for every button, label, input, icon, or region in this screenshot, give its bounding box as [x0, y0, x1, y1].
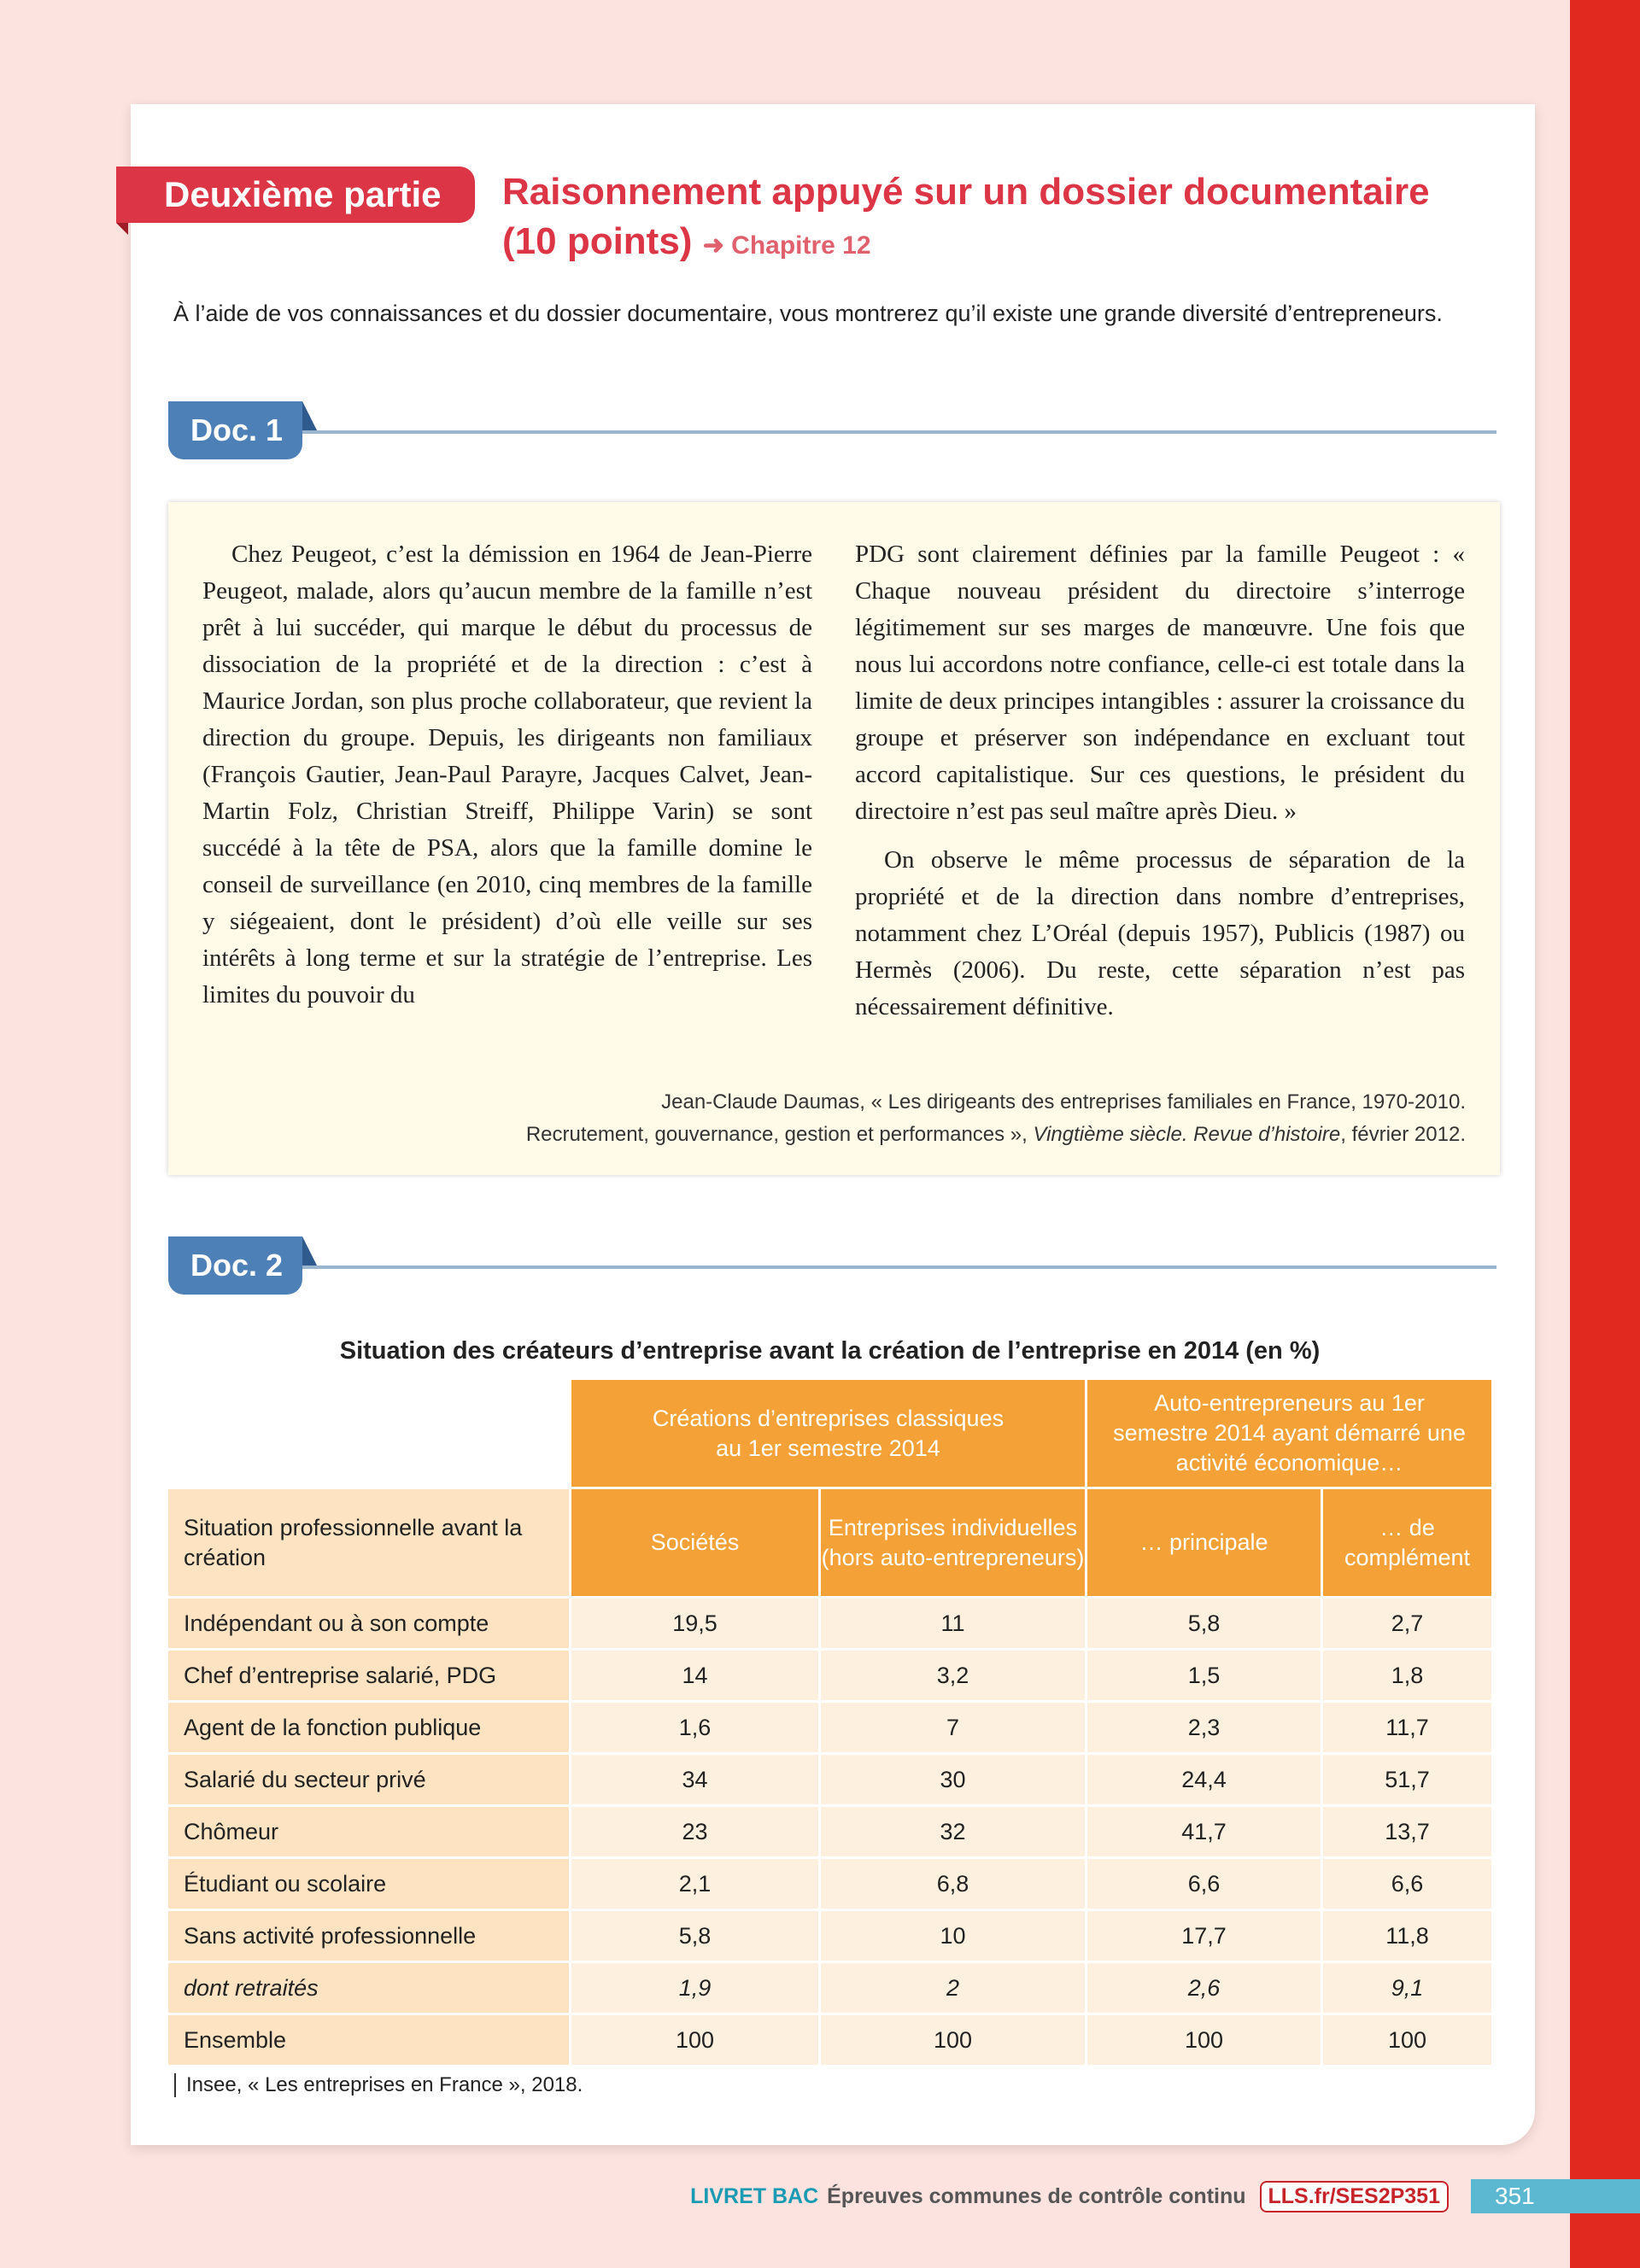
cell: 6,6	[1323, 1859, 1491, 1911]
table-row	[168, 1599, 1491, 1651]
cell: 34	[571, 1755, 818, 1807]
row-label: Étudiant ou scolaire	[168, 1859, 569, 1911]
table-row	[168, 1807, 1491, 1859]
epreuves-label: Épreuves communes de contrôle continu	[827, 2183, 1246, 2208]
cell: 23	[571, 1807, 818, 1859]
cell: 32	[821, 1807, 1085, 1859]
doc1-label: Doc. 1	[168, 401, 302, 459]
source-date: , février 2012.	[1340, 1123, 1466, 1146]
part-badge: Deuxième partie	[116, 167, 475, 223]
page-title	[502, 167, 1527, 271]
col-header: Sociétés	[571, 1489, 818, 1599]
table-row	[168, 1651, 1491, 1703]
cell: 30	[821, 1755, 1085, 1807]
source-journal: Vingtième siècle. Revue d’histoire	[1033, 1123, 1341, 1146]
cell: 11	[821, 1599, 1085, 1651]
footer	[690, 2179, 1449, 2213]
intro-text: À l’aide de vos connaissances et du dossier documentaire, vous montrerez qu’il existe une grande diversité d’entrepreneurs.	[173, 301, 1443, 326]
cell: 100	[571, 2015, 818, 2067]
doc1-source	[526, 1086, 1466, 1151]
cell: 9,1	[1323, 1963, 1491, 2015]
cell: 5,8	[1087, 1599, 1321, 1651]
cell: 2	[821, 1963, 1085, 2015]
group-header: Auto-entrepreneurs au 1er semestre 2014 ayant démarré une activité économique…	[1087, 1380, 1491, 1489]
cell: 7	[821, 1703, 1085, 1755]
doc1-col2a: PDG sont clairement définies par la famille Peugeot : « Chaque nouveau président du directoire s’interroge légitimement sur ses marges de manœuvre. Une fois que nous lui accordons notre confiance, celle-ci est totale dans la limite de deux principes intangibles : assurer la croissance du groupe et préserver son indépendance en excluant tout accord capitalistique. Sur ces questions, le président du directoire n’est pas seul maître après Dieu. »	[855, 541, 1465, 825]
table-source: Insee, « Les entreprises en France », 2018.	[174, 2073, 583, 2097]
cell: 10	[821, 1911, 1085, 1963]
row-label: Salarié du secteur privé	[168, 1755, 569, 1807]
chapter-link[interactable]: ➜ Chapitre 12	[702, 231, 871, 260]
row-label: Chef d’entreprise salarié, PDG	[168, 1651, 569, 1703]
cell: 2,6	[1087, 1963, 1321, 2015]
cell: 24,4	[1087, 1755, 1321, 1807]
cell: 11,7	[1323, 1703, 1491, 1755]
edge-bar	[1570, 0, 1640, 2268]
source-line2: Recrutement, gouvernance, gestion et performances »,	[525, 1123, 1034, 1146]
page-number: 351	[1471, 2179, 1640, 2213]
title-line2: (10 points)	[502, 220, 693, 262]
data-table	[166, 1380, 1494, 2067]
cell: 14	[571, 1651, 818, 1703]
cell: 17,7	[1087, 1911, 1321, 1963]
cell: 1,5	[1087, 1651, 1321, 1703]
col-header: … principale	[1087, 1489, 1321, 1599]
divider	[302, 1266, 1496, 1269]
col-header: … de complément	[1323, 1489, 1491, 1599]
source-line1: Jean-Claude Daumas, « Les dirigeants des entreprises familiales en France, 1970-2010.	[661, 1090, 1466, 1114]
table-row	[168, 1859, 1491, 1911]
row-header: Situation professionnelle avant la création	[168, 1489, 569, 1599]
row-label: Indépendant ou à son compte	[168, 1599, 569, 1651]
doc1-col2b: On observe le même processus de séparation de la propriété et de la direction dans nombre d’entreprises, notamment chez L’Oréal (depuis 1957), Publicis (1987) ou Hermès (2006). Du reste, cette séparation n’est pas nécessairement définitive.	[855, 846, 1465, 1020]
cell: 2,3	[1087, 1703, 1321, 1755]
livret-label: LIVRET BAC	[690, 2183, 819, 2208]
cell: 1,8	[1323, 1651, 1491, 1703]
table-row	[168, 1911, 1491, 1963]
table-title: Situation des créateurs d’entreprise avant la création de l’entreprise en 2014 (en %)	[339, 1337, 1321, 1365]
title-line1: Raisonnement appuyé sur un dossier documentaire	[502, 171, 1430, 213]
row-label: Ensemble	[168, 2015, 569, 2067]
table-row	[168, 2015, 1491, 2067]
doc2-label: Doc. 2	[168, 1236, 302, 1295]
cell: 51,7	[1323, 1755, 1491, 1807]
row-label: dont retraités	[168, 1963, 569, 2015]
lls-link[interactable]: LLS.fr/SES2P351	[1260, 2181, 1449, 2212]
cell: 13,7	[1323, 1807, 1491, 1859]
row-label: Chômeur	[168, 1807, 569, 1859]
doc1-col1: Chez Peugeot, c’est la démission en 1964 de Jean-Pierre Peugeot, malade, alors qu’aucun membre de la famille n’est prêt à lui succéder, qui marque le début du processus de dissociation de la propriété et de la direction : c’est à Maurice Jordan, son plus proche collaborateur, que revient la direction du groupe. Depuis, les dirigeants non familiaux (François Gautier, Jean-Paul Parayre, Jacques Calvet, Jean-Martin Folz, Christian Streiff, Philippe Varin) se sont succédé à la tête de PSA, alors que la famille domine le conseil de surveillance (en 2010, cinq membres de la famille y siégeaient, dont le président) d’où elle veille sur ses intérêts à long terme et sur la stratégie de l’entreprise. Les limites du pouvoir du	[202, 541, 812, 1008]
cell: 1,9	[571, 1963, 818, 2015]
row-label: Sans activité professionnelle	[168, 1911, 569, 1963]
cell: 6,6	[1087, 1859, 1321, 1911]
doc1-box	[168, 502, 1500, 1175]
cell: 2,1	[571, 1859, 818, 1911]
group-header: Créations d’entreprises classiques au 1er semestre 2014	[571, 1380, 1085, 1489]
cell: 5,8	[571, 1911, 818, 1963]
cell: 2,7	[1323, 1599, 1491, 1651]
cell: 19,5	[571, 1599, 818, 1651]
cell: 11,8	[1323, 1911, 1491, 1963]
row-label: Agent de la fonction publique	[168, 1703, 569, 1755]
cell: 100	[821, 2015, 1085, 2067]
cell: 1,6	[571, 1703, 818, 1755]
cell: 41,7	[1087, 1807, 1321, 1859]
table-row	[168, 1963, 1491, 2015]
cell: 100	[1087, 2015, 1321, 2067]
table-row	[168, 1703, 1491, 1755]
cell: 6,8	[821, 1859, 1085, 1911]
cell: 100	[1323, 2015, 1491, 2067]
col-header: Entreprises individuelles (hors auto-entrepreneurs)	[821, 1489, 1085, 1599]
cell: 3,2	[821, 1651, 1085, 1703]
divider	[302, 430, 1496, 434]
table-row	[168, 1755, 1491, 1807]
